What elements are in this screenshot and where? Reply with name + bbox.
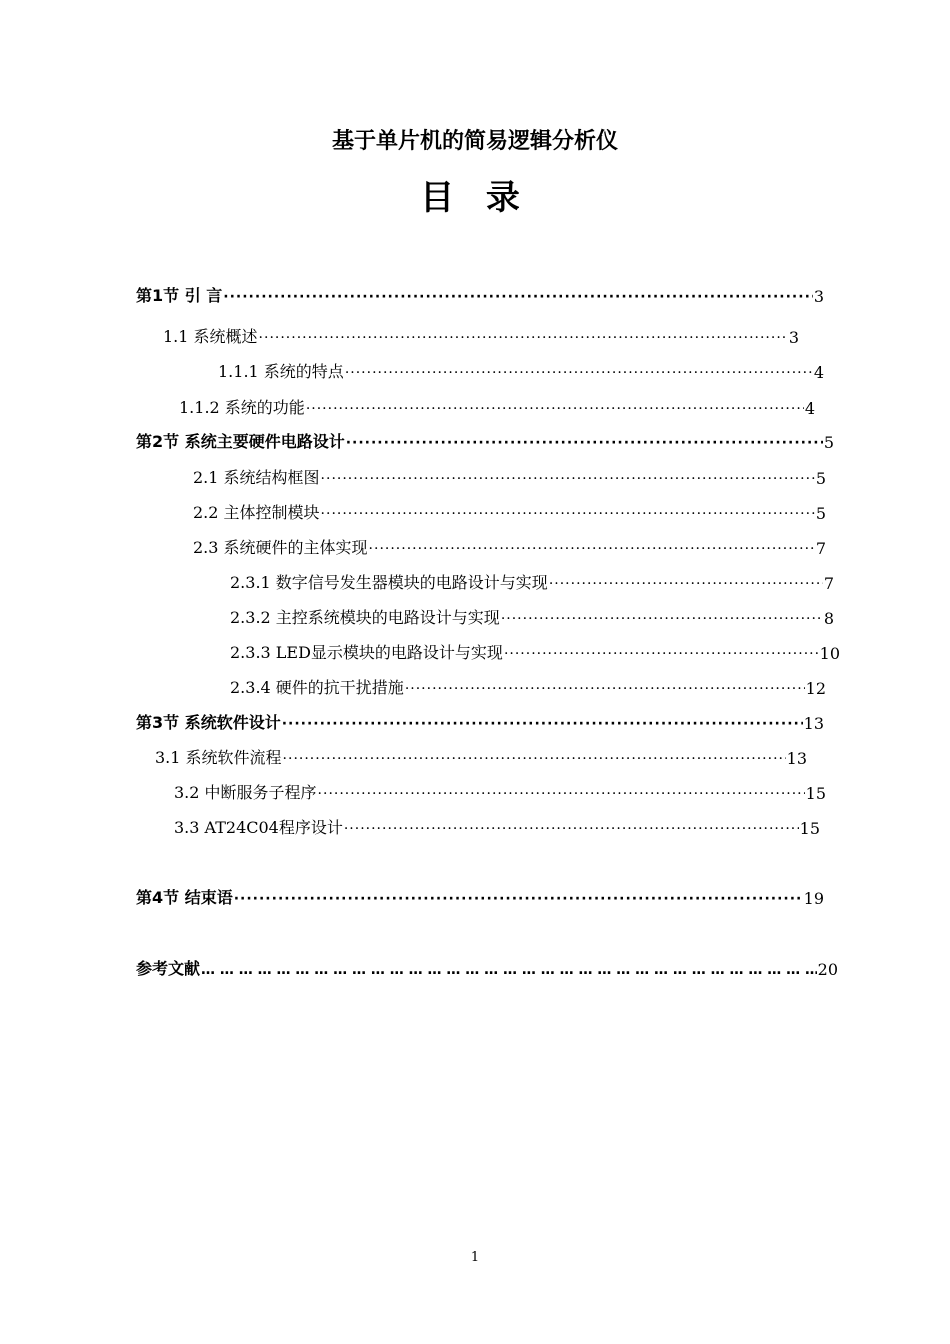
toc-entry-label: 2.3.2 主控系统模块的电路设计与实现 [230, 608, 500, 627]
toc-entry[interactable] [179, 394, 815, 418]
dot-leader [549, 575, 823, 593]
toc-entry[interactable] [193, 499, 826, 523]
toc-entry[interactable] [163, 323, 799, 347]
toc-entry[interactable] [230, 674, 826, 698]
toc-entry[interactable] [230, 604, 834, 628]
toc-entry-page: 3 [788, 328, 799, 347]
toc-entry-label: 第2节 系统主要硬件电路设计 [136, 432, 345, 451]
dot-leader [501, 610, 823, 628]
dot-leader [321, 470, 815, 488]
toc-entry-page: 5 [815, 504, 826, 523]
toc-entry-page: 20 [817, 960, 838, 979]
dot-leader [405, 680, 805, 698]
toc-entry-page: 7 [815, 539, 826, 558]
toc-entry-page: 8 [823, 609, 834, 628]
toc-entry[interactable] [136, 282, 824, 306]
toc-entry-page: 5 [823, 433, 834, 452]
toc-entry-label: 2.3.1 数字信号发生器模块的电路设计与实现 [230, 573, 548, 592]
toc-entry-label: 3.3 AT24C04程序设计 [174, 818, 343, 837]
toc-entry[interactable] [230, 639, 840, 663]
toc-entry[interactable] [230, 569, 834, 593]
page-number: 1 [470, 1250, 480, 1265]
toc-entry[interactable] [136, 428, 834, 452]
toc-entry-label: 第4节 结束语 [136, 888, 233, 907]
toc-entry-page: 13 [786, 749, 807, 768]
dot-leader [345, 364, 813, 382]
toc-entry-label: 2.3 系统硬件的主体实现 [193, 538, 368, 557]
dot-leader [306, 400, 804, 418]
dot-leader [504, 645, 819, 663]
toc-entry-label: 2.2 主体控制模块 [193, 503, 320, 522]
toc-entry-page: 7 [823, 574, 834, 593]
toc-entry-label: 2.1 系统结构框图 [193, 468, 320, 487]
toc-entry-label: 第1节 引 言 [136, 286, 223, 305]
toc-entry[interactable] [136, 709, 824, 733]
toc-entry-label: 参考文献 [136, 959, 201, 978]
dot-leader [283, 750, 786, 768]
toc-entry-page: 15 [799, 819, 820, 838]
toc-entry-page: 19 [803, 889, 824, 908]
toc-entry-page: 10 [819, 644, 840, 663]
dot-leader [344, 820, 799, 838]
dot-leader [318, 785, 805, 803]
toc-entry-page: 5 [815, 469, 826, 488]
toc-entry[interactable] [155, 744, 807, 768]
dot-leader [201, 961, 817, 979]
toc-entry[interactable] [136, 955, 838, 979]
toc-entry[interactable] [218, 358, 824, 382]
toc-entry-label: 1.1 系统概述 [163, 327, 258, 346]
toc-entry-label: 2.3.3 LED显示模块的电路设计与实现 [230, 643, 503, 662]
dot-leader [369, 540, 815, 558]
dot-leader [234, 890, 803, 908]
dot-leader [346, 434, 823, 452]
toc-entry-page: 4 [804, 399, 815, 418]
toc-entry-page: 13 [803, 714, 824, 733]
toc-entry-label: 第3节 系统软件设计 [136, 713, 281, 732]
toc-entry-page: 12 [805, 679, 826, 698]
toc-entry-page: 15 [805, 784, 826, 803]
toc-entry[interactable] [174, 814, 820, 838]
toc-entry-label: 1.1.1 系统的特点 [218, 362, 344, 381]
toc-heading: 目 录 [420, 178, 530, 218]
toc-entry-label: 3.1 系统软件流程 [155, 748, 282, 767]
document-title: 基于单片机的简易逻辑分析仪 [331, 129, 618, 154]
toc-entry-page: 4 [813, 363, 824, 382]
toc-entry-label: 2.3.4 硬件的抗干扰措施 [230, 678, 404, 697]
dot-leader [282, 715, 803, 733]
dot-leader [223, 288, 813, 306]
dot-leader [259, 329, 788, 347]
dot-leader [321, 505, 815, 523]
toc-entry-page: 3 [813, 287, 824, 306]
toc-entry[interactable] [193, 464, 826, 488]
toc-entry[interactable] [174, 779, 826, 803]
toc-entry-label: 3.2 中断服务子程序 [174, 783, 317, 802]
toc-entry[interactable] [136, 884, 824, 908]
toc-entry-label: 1.1.2 系统的功能 [179, 398, 305, 417]
toc-entry[interactable] [193, 534, 826, 558]
